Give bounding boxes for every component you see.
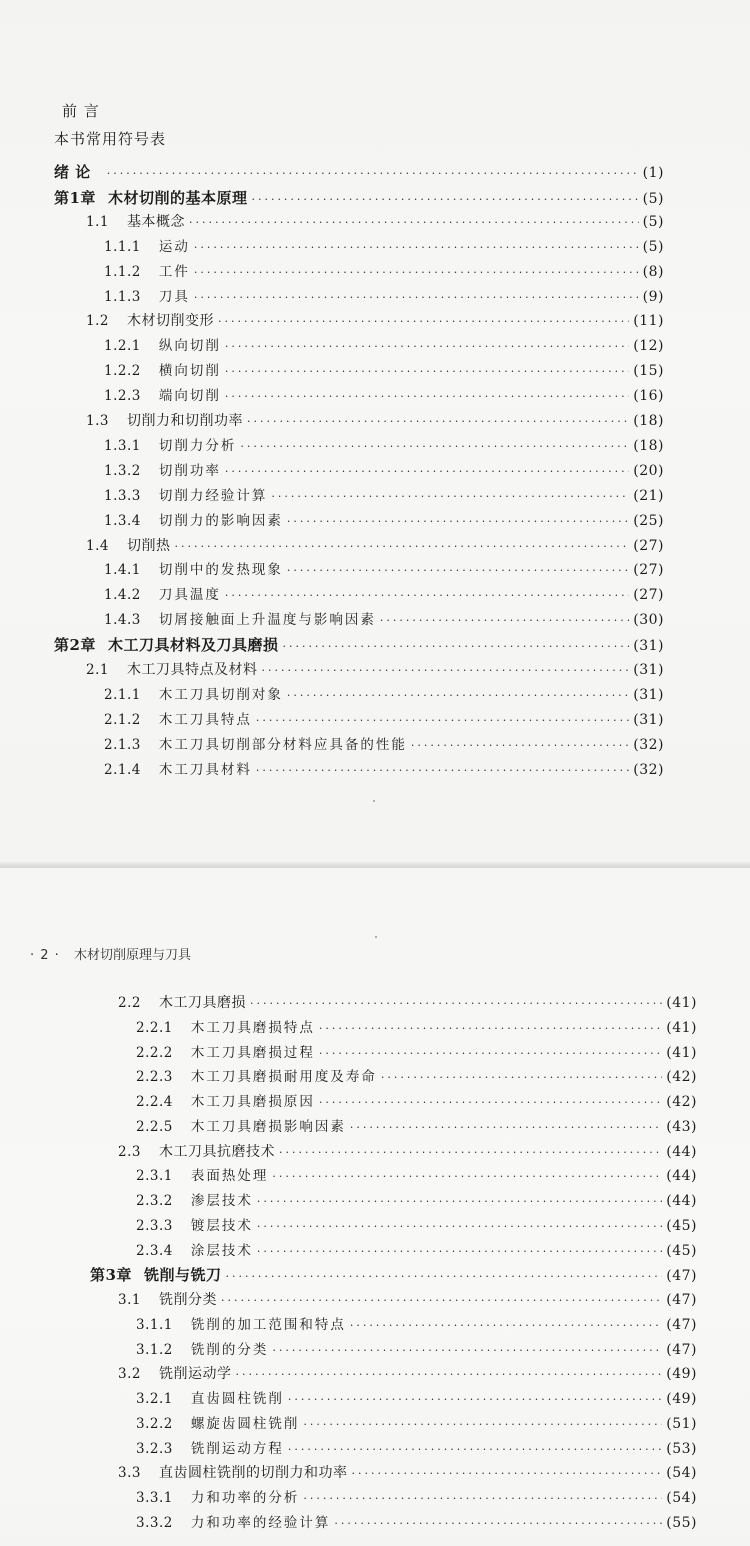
toc-entry-page: (8) xyxy=(642,263,664,280)
toc-entry-title: 铣削的分类 xyxy=(190,1341,269,1358)
toc-entry-page: (32) xyxy=(633,736,664,753)
toc-entry-title: 铣削与铣刀 xyxy=(143,1266,222,1285)
toc-entry xyxy=(104,261,664,283)
toc-leader-dots xyxy=(381,1067,662,1089)
toc-entry xyxy=(118,1289,697,1311)
toc-entry-page: (53) xyxy=(666,1440,697,1457)
toc-entry xyxy=(136,1091,697,1113)
toc-entry-page: (41) xyxy=(666,995,697,1011)
toc-entry-number: 绪 论 xyxy=(54,163,91,181)
toc-entry-number: 2.2.2 xyxy=(136,1044,173,1061)
toc-entry-title: 铣削分类 xyxy=(158,1292,217,1308)
toc-entry-page: (27) xyxy=(633,587,664,604)
toc-entry xyxy=(136,1017,697,1039)
toc-entry-title: 刀具 xyxy=(158,288,190,305)
toc-entry xyxy=(136,1042,697,1064)
toc-entry xyxy=(136,1438,697,1460)
toc-entry-number: 1.2.2 xyxy=(104,363,141,380)
toc-entry-page: (30) xyxy=(633,612,664,629)
cropped-bottom-edge xyxy=(0,1538,750,1546)
toc-entry xyxy=(136,1066,697,1088)
toc-leader-dots xyxy=(287,685,629,707)
toc-entry xyxy=(118,1141,697,1163)
toc-entry-number: 3.1.1 xyxy=(136,1316,173,1333)
toc-entry xyxy=(118,1363,697,1385)
toc-entry-title: 端向切削 xyxy=(158,388,221,405)
toc-entry-page: (5) xyxy=(642,190,664,207)
toc-leader-dots xyxy=(221,1290,662,1312)
toc-entry xyxy=(104,734,664,756)
toc-entry-number: 2.3.3 xyxy=(136,1217,173,1234)
toc-entry-number: 1.1.1 xyxy=(104,238,141,255)
toc-entry-number: 2.3.1 xyxy=(136,1168,173,1185)
toc-entry xyxy=(136,1413,697,1435)
toc-entry-page: (54) xyxy=(666,1490,697,1506)
toc-entry-number: 3.1.2 xyxy=(136,1341,173,1358)
toc-entry-page: (54) xyxy=(666,1465,697,1482)
toc-entry xyxy=(136,1116,697,1138)
toc-entry xyxy=(54,161,664,183)
toc-entry-page: (44) xyxy=(666,1193,697,1209)
toc-page-2 xyxy=(0,868,750,1546)
toc-entry xyxy=(136,1215,697,1237)
toc-entry-number: 1.2.1 xyxy=(104,338,141,355)
toc-leader-dots xyxy=(235,1364,662,1386)
toc-entry xyxy=(136,1512,697,1534)
toc-entry-number: 3.2.3 xyxy=(136,1440,173,1457)
toc-entry-number: 2.3.4 xyxy=(136,1242,173,1259)
toc-entry-title: 切削热 xyxy=(126,537,171,554)
toc-entry-page: (45) xyxy=(666,1217,697,1234)
toc-leader-dots xyxy=(256,710,629,732)
toc-entry-title: 木工刀具切削部分材料应具备的性能 xyxy=(158,736,407,753)
toc-leader-dots xyxy=(257,1241,662,1263)
toc-entry-page: (45) xyxy=(666,1242,697,1259)
toc-leader-dots xyxy=(282,636,629,658)
toc-leader-dots xyxy=(351,1463,662,1485)
toc-entry xyxy=(54,187,664,209)
toc-entry-number: 1.3.3 xyxy=(104,487,141,504)
toc-leader-dots xyxy=(287,511,629,533)
toc-entry-title: 切屑接触面上升温度与影响因素 xyxy=(158,612,376,629)
running-head xyxy=(30,944,191,963)
toc-entry xyxy=(118,1462,697,1484)
toc-entry xyxy=(136,1487,697,1509)
toc-entry-number: 1.1.2 xyxy=(104,263,141,280)
toc-leader-dots xyxy=(218,311,629,333)
toc-entry-title: 木工刀具磨损过程 xyxy=(190,1044,315,1061)
toc-entry-page: (55) xyxy=(666,1514,697,1531)
toc-entry-title: 铣削运动学 xyxy=(158,1366,232,1383)
toc-entry xyxy=(104,759,664,781)
toc-entry-number: 2.1.1 xyxy=(104,686,141,703)
toc-entry xyxy=(86,410,664,432)
toc-entry-number: 3.2 xyxy=(118,1366,141,1383)
toc-leader-dots xyxy=(350,1117,662,1139)
toc-entry xyxy=(104,286,664,308)
toc-leader-dots xyxy=(247,411,629,433)
toc-leader-dots xyxy=(303,1488,662,1510)
toc-entry-title: 木工刀具磨损 xyxy=(158,995,246,1011)
toc-leader-dots xyxy=(194,262,639,284)
toc-leader-dots xyxy=(319,1092,662,1114)
toc-entry-page: (1) xyxy=(642,165,664,181)
toc-entry xyxy=(104,435,664,457)
toc-entry xyxy=(90,1264,697,1286)
toc-entry xyxy=(136,1314,697,1336)
running-head-book-title: 木材切削原理与刀具 xyxy=(73,948,191,963)
toc-entry xyxy=(104,684,664,706)
toc-entry-number: 1.1.3 xyxy=(104,288,141,305)
toc-leader-dots xyxy=(251,189,638,211)
toc-leader-dots xyxy=(303,1414,662,1436)
toc-leader-dots xyxy=(225,1266,662,1288)
toc-entry-page: (21) xyxy=(633,487,664,504)
toc-entry xyxy=(104,236,664,258)
toc-entry-title: 工件 xyxy=(158,263,190,280)
toc-entry-number: 2.3 xyxy=(118,1143,141,1160)
toc-entry-number: 1.2 xyxy=(86,313,109,330)
toc-leader-dots xyxy=(272,1340,662,1362)
toc-leader-dots xyxy=(225,585,629,607)
toc-entry-number: 2.1.4 xyxy=(104,761,141,778)
toc-entry-title: 刀具温度 xyxy=(158,587,221,604)
toc-entry-title: 运动 xyxy=(158,238,190,255)
toc-entry-number: 1.3.4 xyxy=(104,512,141,529)
toc-entry xyxy=(86,310,664,332)
toc-entry xyxy=(54,634,664,656)
toc-leader-dots xyxy=(261,660,629,682)
toc-entry-title: 木材切削变形 xyxy=(126,313,214,330)
toc-entry-number: 1.1 xyxy=(86,213,109,230)
toc-leader-dots xyxy=(225,461,629,483)
toc-entry-page: (27) xyxy=(633,537,664,554)
toc-entry xyxy=(104,360,664,382)
running-head-page-number: · 2 · xyxy=(30,948,60,963)
toc-entry-number: 1.3.2 xyxy=(104,462,141,479)
toc-entry-page: (47) xyxy=(666,1341,697,1358)
toc-entry xyxy=(118,992,697,1014)
toc-entry-page: (18) xyxy=(633,437,664,454)
toc-leader-dots xyxy=(194,287,639,309)
toc-entry-number: 3.3 xyxy=(118,1465,141,1482)
toc-entry-page: (47) xyxy=(666,1316,697,1333)
toc-entry-page: (44) xyxy=(666,1143,697,1160)
toc-front-matter-symbols: 本书常用符号表 xyxy=(54,130,167,148)
toc-entry-title: 直齿圆柱铣削 xyxy=(190,1391,284,1407)
toc-entry-page: (47) xyxy=(666,1292,697,1308)
toc-entry xyxy=(104,584,664,606)
toc-entry-page: (5) xyxy=(642,213,664,230)
toc-entry-page: (18) xyxy=(633,413,664,429)
toc-entry-title: 切削中的发热现象 xyxy=(158,562,283,579)
toc-entry-title: 木工刀具磨损耐用度及寿命 xyxy=(190,1069,377,1086)
toc-entry-page: (15) xyxy=(633,363,664,380)
toc-leader-dots xyxy=(319,1018,662,1040)
toc-entry-number: 2.1.3 xyxy=(104,736,141,753)
toc-entry xyxy=(104,559,664,581)
toc-entry-number: 1.3.1 xyxy=(104,437,141,454)
toc-entry-page: (31) xyxy=(633,711,664,728)
toc-leader-dots xyxy=(257,1191,662,1213)
toc-entry-title: 涂层技术 xyxy=(190,1242,253,1259)
toc-leader-dots xyxy=(334,1513,662,1535)
toc-entry xyxy=(104,385,664,407)
toc-entry-number: 2.1 xyxy=(86,662,109,678)
toc-entry-page: (25) xyxy=(633,512,664,529)
toc-entry-number: 3.2.1 xyxy=(136,1391,173,1407)
toc-entry-number: 2.2.4 xyxy=(136,1094,173,1110)
toc-entry-number: 3.2.2 xyxy=(136,1415,173,1432)
toc-leader-dots xyxy=(287,560,629,582)
toc-entry xyxy=(104,510,664,532)
toc-entry-title: 铣削的加工范围和特点 xyxy=(190,1316,346,1333)
toc-entry-page: (32) xyxy=(633,761,664,778)
toc-leader-dots xyxy=(257,1216,662,1238)
toc-entry-title: 木工刀具抗磨技术 xyxy=(158,1143,275,1160)
toc-entry-page: (11) xyxy=(633,313,664,330)
toc-leader-dots xyxy=(174,536,629,558)
toc-entry-number: 1.2.3 xyxy=(104,388,141,405)
toc-entry-title: 横向切削 xyxy=(158,363,221,380)
toc-entry-number: 3.3.2 xyxy=(136,1514,173,1531)
toc-entry-title: 木工刀具磨损特点 xyxy=(190,1019,315,1036)
toc-entry-title: 木工刀具材料 xyxy=(158,761,252,778)
toc-entry-number: 第1章 xyxy=(54,188,96,207)
toc-entry-title: 木工刀具切削对象 xyxy=(158,686,283,703)
toc-entry-title: 力和功率的经验计算 xyxy=(190,1514,331,1531)
toc-leader-dots xyxy=(189,212,639,234)
toc-entry-number: 2.2 xyxy=(118,995,141,1011)
toc-leader-dots xyxy=(240,436,629,458)
toc-entry-title: 螺旋齿圆柱铣削 xyxy=(190,1415,300,1432)
paper-speck xyxy=(375,936,377,938)
toc-entry xyxy=(86,659,664,681)
toc-entry-title: 表面热处理 xyxy=(190,1168,269,1185)
toc-leader-dots xyxy=(411,735,629,757)
toc-entry-number: 2.2.1 xyxy=(136,1019,173,1036)
toc-entry-title: 力和功率的分析 xyxy=(190,1490,300,1506)
toc-entry xyxy=(136,1240,697,1262)
toc-leader-dots xyxy=(225,361,629,383)
toc-entry-page: (31) xyxy=(633,638,664,655)
toc-entry-page: (42) xyxy=(666,1094,697,1110)
toc-leader-dots xyxy=(194,237,639,259)
toc-entry-title: 切削力分析 xyxy=(158,437,237,454)
toc-entry-page: (49) xyxy=(666,1391,697,1407)
toc-entry-title: 木工刀具材料及刀具磨损 xyxy=(107,636,279,655)
toc-leader-dots xyxy=(107,163,639,185)
toc-entry-title: 基本概念 xyxy=(126,213,185,230)
toc-entry-number: 1.4.3 xyxy=(104,612,141,629)
toc-leader-dots xyxy=(225,386,629,408)
toc-entry-page: (41) xyxy=(666,1019,697,1036)
toc-entry xyxy=(104,335,664,357)
toc-entry-title: 切削力和切削功率 xyxy=(126,413,243,429)
toc-entry xyxy=(104,460,664,482)
toc-leader-dots xyxy=(279,1142,662,1164)
toc-entry xyxy=(136,1388,697,1410)
toc-entry-number: 3.1 xyxy=(118,1292,141,1308)
toc-entry xyxy=(136,1165,697,1187)
toc-entry-title: 木工刀具特点及材料 xyxy=(126,662,258,678)
toc-entry-title: 直齿圆柱铣削的切削力和功率 xyxy=(158,1465,348,1482)
toc-leader-dots xyxy=(288,1439,662,1461)
toc-entry-page: (47) xyxy=(666,1268,697,1285)
toc-leader-dots xyxy=(350,1315,662,1337)
toc-front-matter-preface: 前 言 xyxy=(62,102,100,120)
toc-leader-dots xyxy=(256,760,629,782)
toc-entry-page: (44) xyxy=(666,1168,697,1185)
toc-entry-title: 切削力的影响因素 xyxy=(158,512,283,529)
toc-entry-title: 木材切削的基本原理 xyxy=(107,188,248,207)
toc-entry-title: 渗层技术 xyxy=(190,1193,253,1209)
toc-leader-dots xyxy=(225,336,629,358)
toc-entry xyxy=(104,609,664,631)
toc-entry-page: (20) xyxy=(633,462,664,479)
toc-entry-number: 1.4.2 xyxy=(104,587,141,604)
toc-entry-page: (31) xyxy=(633,686,664,703)
toc-entry-page: (12) xyxy=(633,338,664,355)
toc-entry xyxy=(136,1339,697,1361)
toc-entry xyxy=(104,709,664,731)
toc-entry-number: 1.4.1 xyxy=(104,562,141,579)
toc-entry-number: 3.3.1 xyxy=(136,1490,173,1506)
toc-leader-dots xyxy=(380,610,629,632)
toc-entry-title: 纵向切削 xyxy=(158,338,221,355)
toc-entry-page: (5) xyxy=(642,238,664,255)
toc-entry-page: (31) xyxy=(633,662,664,678)
toc-entry-page: (16) xyxy=(633,388,664,405)
toc-entry-title: 切削功率 xyxy=(158,462,221,479)
toc-entry xyxy=(136,1190,697,1212)
toc-entry-number: 第2章 xyxy=(54,636,96,655)
toc-entry-number: 2.1.2 xyxy=(104,711,141,728)
toc-entry-page: (9) xyxy=(642,288,664,305)
toc-entry-page: (41) xyxy=(666,1044,697,1061)
toc-entry-number: 2.2.3 xyxy=(136,1069,173,1086)
toc-leader-dots xyxy=(288,1389,662,1411)
toc-entry-page: (51) xyxy=(666,1415,697,1432)
toc-entry-title: 铣削运动方程 xyxy=(190,1440,284,1457)
toc-entry xyxy=(104,485,664,507)
toc-entry xyxy=(86,535,664,557)
toc-entry-number: 1.3 xyxy=(86,413,109,429)
toc-entry xyxy=(86,211,664,233)
toc-entry-number: 第3章 xyxy=(90,1266,132,1285)
toc-entry-number: 2.2.5 xyxy=(136,1118,173,1135)
toc-entry-title: 木工刀具磨损原因 xyxy=(190,1094,315,1110)
toc-entry-number: 1.4 xyxy=(86,537,109,554)
toc-leader-dots xyxy=(250,993,662,1015)
toc-leader-dots xyxy=(319,1043,662,1065)
toc-entry-page: (43) xyxy=(666,1118,697,1135)
toc-entry-title: 木工刀具特点 xyxy=(158,711,252,728)
toc-entry-page: (42) xyxy=(666,1069,697,1086)
toc-entry-title: 镀层技术 xyxy=(190,1217,253,1234)
toc-entry-page: (27) xyxy=(633,562,664,579)
paper-speck xyxy=(373,800,375,802)
toc-entry-page: (49) xyxy=(666,1366,697,1383)
toc-leader-dots xyxy=(272,1166,662,1188)
toc-entry-number: 2.3.2 xyxy=(136,1193,173,1209)
toc-leader-dots xyxy=(271,486,629,508)
toc-entry-title: 切削力经验计算 xyxy=(158,487,268,504)
toc-entry-title: 木工刀具磨损影响因素 xyxy=(190,1118,346,1135)
